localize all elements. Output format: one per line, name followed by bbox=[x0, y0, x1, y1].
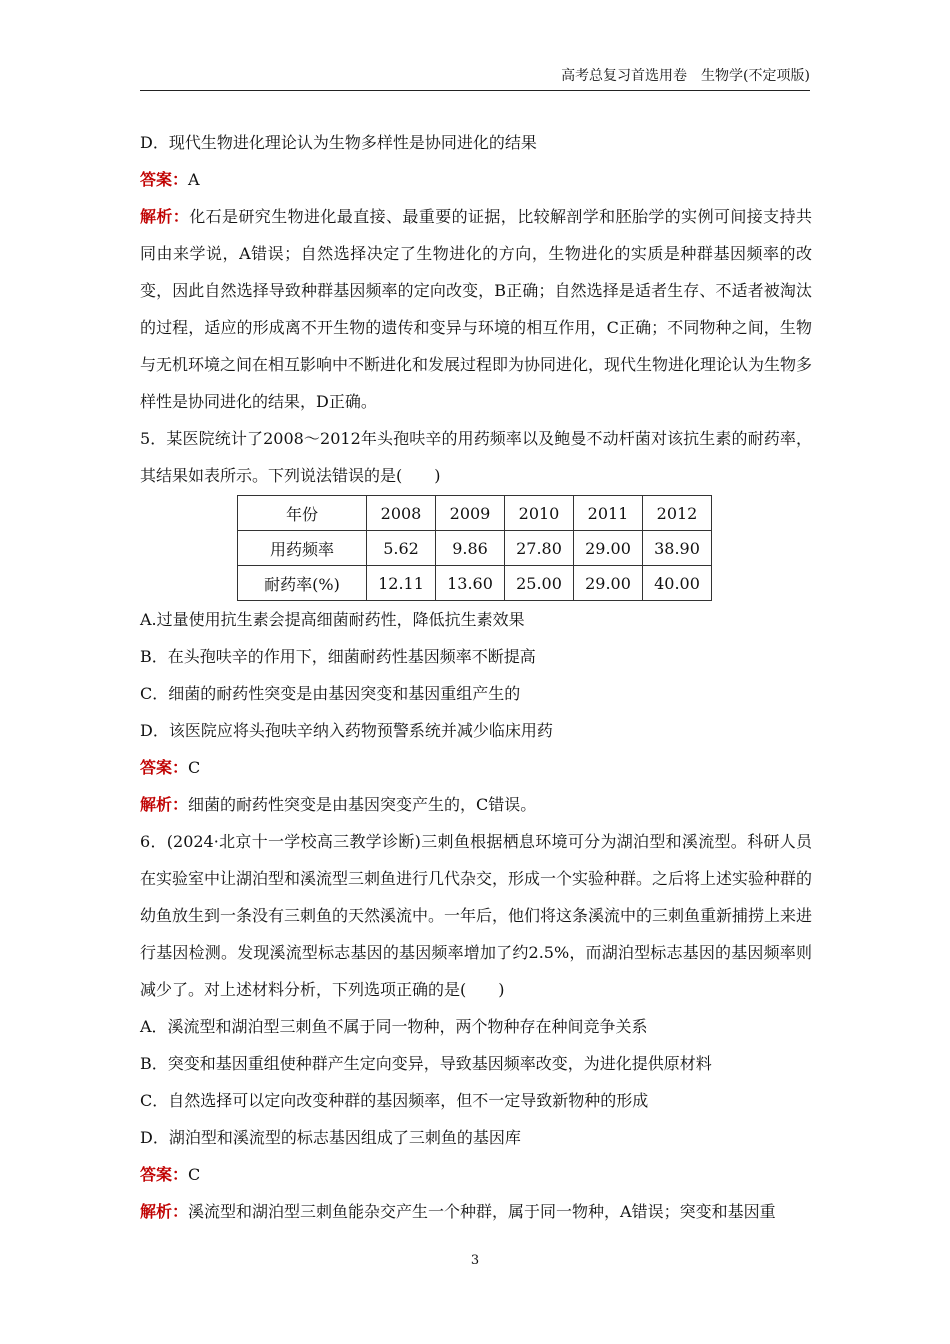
table-header-row bbox=[238, 496, 712, 531]
analysis-label: 解析： bbox=[140, 795, 189, 814]
table-cell: 2010 bbox=[505, 496, 574, 531]
q6-answer bbox=[140, 1156, 812, 1193]
table-cell: 40.00 bbox=[643, 566, 712, 601]
analysis-text: 细菌的耐药性突变是由基因突变产生的，C错误。 bbox=[188, 795, 537, 814]
answer-label: 答案： bbox=[140, 758, 189, 777]
table-cell: 25.00 bbox=[505, 566, 574, 601]
analysis-label: 解析： bbox=[140, 207, 190, 226]
q6-option-b: B．突变和基因重组使种群产生定向变异，导致基因频率改变，为进化提供原材料 bbox=[140, 1054, 712, 1073]
table-cell: 12.11 bbox=[367, 566, 436, 601]
page-header bbox=[140, 66, 810, 91]
table-cell: 2009 bbox=[436, 496, 505, 531]
table-cell: 38.90 bbox=[643, 531, 712, 566]
table-cell: 用药频率 bbox=[238, 531, 367, 566]
table-cell: 耐药率(%) bbox=[238, 566, 367, 601]
table-cell: 5.62 bbox=[367, 531, 436, 566]
q4-answer bbox=[140, 161, 812, 198]
answer-value: A bbox=[188, 170, 200, 189]
q6-analysis bbox=[140, 1193, 812, 1230]
q4-analysis bbox=[140, 198, 812, 420]
table-cell: 13.60 bbox=[436, 566, 505, 601]
q5-option-a: A.过量使用抗生素会提高细菌耐药性，降低抗生素效果 bbox=[140, 610, 525, 629]
page-content bbox=[140, 124, 812, 1230]
table-row bbox=[238, 566, 712, 601]
table-cell: 9.86 bbox=[436, 531, 505, 566]
q6-option-d: D．湖泊型和溪流型的标志基因组成了三刺鱼的基因库 bbox=[140, 1128, 521, 1147]
q5-option-c: C．细菌的耐药性突变是由基因突变和基因重组产生的 bbox=[140, 684, 521, 703]
answer-label: 答案： bbox=[140, 170, 189, 189]
analysis-text: 化石是研究生物进化最直接、最重要的证据，比较解剖学和胚胎学的实例可间接支持共同由来学说，A错误；自然选择决定了生物进化的方向，生物进化的实质是种群基因频率的改变，因此自然选择导致种群基因频率的定向改变，B正确；自然选择是适者生存、不适者被淘汰的过程，适应的形成离不开生物的遗传和变异与环境的相互作用，C正确；不同物种之间，生物与无机环境之间在相互影响中不断进化和发展过程即为协同进化，现代生物进化理论认为生物多样性是协同进化的结果，D正确。 bbox=[140, 207, 813, 411]
page-number: 3 bbox=[470, 1253, 480, 1268]
q6-stem: 6．(2024·北京十一学校高三教学诊断)三刺鱼根据栖息环境可分为湖泊型和溪流型。科研人员在实验室中让湖泊型和溪流型三刺鱼进行几代杂交，形成一个实验种群。之后将上述实验种群的幼鱼放生到一条没有三刺鱼的天然溪流中。一年后，他们将这条溪流中的三刺鱼重新捕捞上来进行基因检测。发现溪流型标志基因的基因频率增加了约2.5%，而湖泊型标志基因的基因频率则减少了。对上述材料分析，下列选项正确的是( ) bbox=[140, 832, 813, 999]
answer-value: C bbox=[188, 1165, 201, 1184]
table-cell: 2008 bbox=[367, 496, 436, 531]
q5-analysis bbox=[140, 786, 812, 823]
q5-data-table bbox=[237, 495, 712, 601]
table-cell: 2011 bbox=[574, 496, 643, 531]
analysis-text: 溪流型和湖泊型三刺鱼能杂交产生一个种群，属于同一物种，A错误；突变和基因重 bbox=[188, 1202, 776, 1221]
table-cell: 29.00 bbox=[574, 531, 643, 566]
answer-value: C bbox=[188, 758, 201, 777]
table-cell: 2012 bbox=[643, 496, 712, 531]
table-row bbox=[238, 531, 712, 566]
table-cell: 27.80 bbox=[505, 531, 574, 566]
header-title: 高考总复习首选用卷 生物学(不定项版) bbox=[561, 68, 810, 84]
analysis-label: 解析： bbox=[140, 1202, 189, 1221]
q5-stem: 5．某医院统计了2008～2012年头孢呋辛的用药频率以及鲍曼不动杆菌对该抗生素的耐药率，其结果如表所示。下列说法错误的是( ) bbox=[140, 429, 812, 485]
answer-label: 答案： bbox=[140, 1165, 189, 1184]
q6-option-c: C．自然选择可以定向改变种群的基因频率，但不一定导致新物种的形成 bbox=[140, 1091, 649, 1110]
table-cell: 年份 bbox=[238, 496, 367, 531]
q5-option-b: B．在头孢呋辛的作用下，细菌耐药性基因频率不断提高 bbox=[140, 647, 536, 666]
q4-option-d: D．现代生物进化理论认为生物多样性是协同进化的结果 bbox=[140, 133, 537, 152]
q5-option-d: D．该医院应将头孢呋辛纳入药物预警系统并减少临床用药 bbox=[140, 721, 553, 740]
q5-answer bbox=[140, 749, 812, 786]
q6-option-a: A．溪流型和湖泊型三刺鱼不属于同一物种，两个物种存在种间竞争关系 bbox=[140, 1017, 648, 1036]
table-cell: 29.00 bbox=[574, 566, 643, 601]
